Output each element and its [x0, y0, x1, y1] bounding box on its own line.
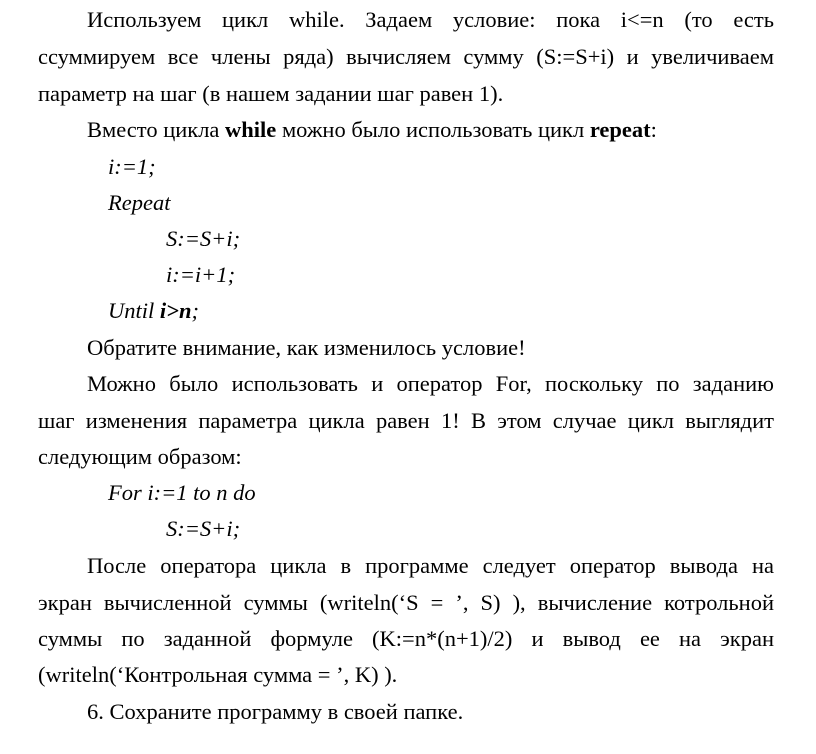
paragraph-line: параметр на шаг (в нашем задании шаг равен 1).	[38, 81, 504, 106]
paragraph-line	[87, 112, 657, 148]
paragraph-line: Обратите внимание, как изменилось условие!	[87, 335, 526, 360]
code-line: For i:=1 to n do	[108, 480, 256, 505]
text-span: Вместо цикла	[87, 117, 220, 142]
code-line	[108, 293, 199, 329]
keyword-repeat: repeat	[589, 117, 651, 142]
keyword-while: while	[225, 117, 277, 142]
code-span: Until	[108, 298, 155, 323]
paragraph-line: Можно было использовать и оператор For, поскольку по заданию	[87, 371, 774, 396]
paragraph-line: шаг изменения параметра цикла равен 1! В этом случае цикл выглядит	[38, 408, 774, 433]
paragraph-line: 6. Сохраните программу в своей папке.	[87, 699, 464, 724]
paragraph-line: следующим образом:	[38, 444, 242, 469]
paragraph-line: ссуммируем все члены ряда) вычисляем сумму (S:=S+i) и увеличиваем	[38, 44, 774, 69]
paragraph-line: После оператора цикла в программе следует оператор вывода на	[87, 553, 774, 578]
code-line: i:=i+1;	[166, 262, 236, 287]
code-line: i:=1;	[108, 154, 156, 179]
text-span: :	[650, 117, 657, 142]
code-line: S:=S+i;	[166, 226, 241, 251]
code-line: S:=S+i;	[166, 516, 241, 541]
code-condition: i>n	[159, 298, 192, 323]
paragraph-line: экран вычисленной суммы (writeln(‘S = ’, S) ), вычисление котрольной	[38, 590, 774, 615]
paragraph-line: (writeln(‘Контрольная сумма = ’, K) ).	[38, 662, 398, 687]
paragraph-line: суммы по заданной формуле (K:=n*(n+1)/2) и вывод ее на экран	[38, 626, 774, 651]
text-span: можно было использовать цикл	[281, 117, 585, 142]
paragraph-line: Используем цикл while. Задаем условие: пока i<=n (то есть	[87, 7, 774, 32]
code-line: Repeat	[108, 190, 171, 215]
code-span: ;	[191, 298, 199, 323]
